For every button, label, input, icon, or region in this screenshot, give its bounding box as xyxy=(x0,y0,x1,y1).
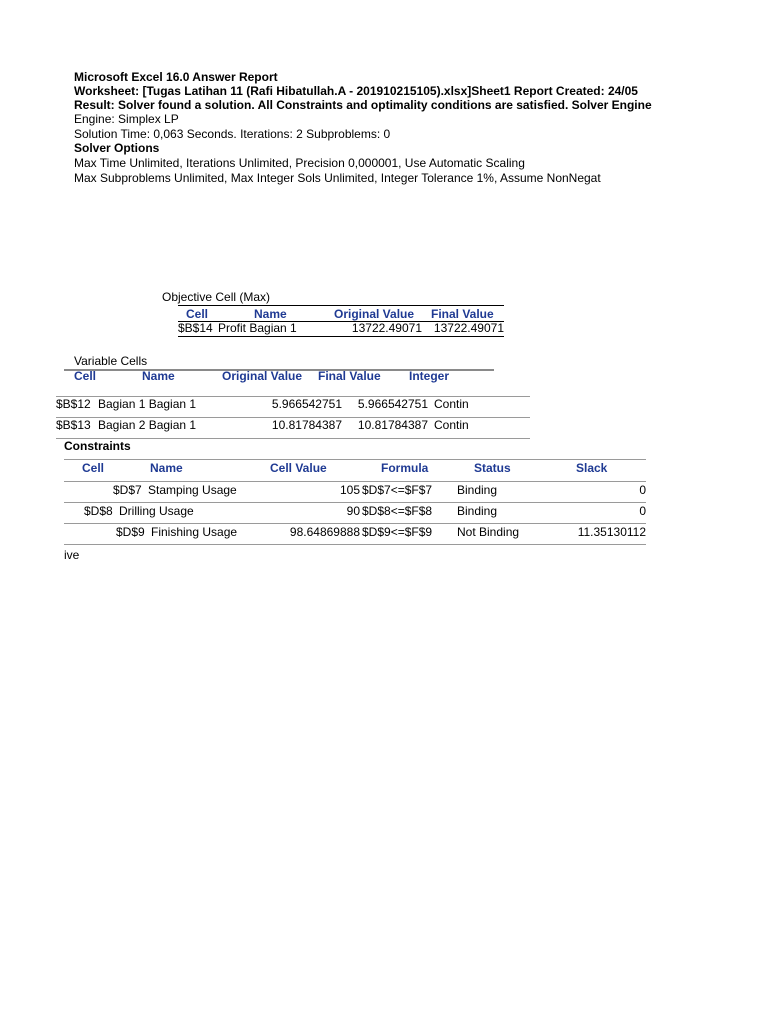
constraints-header-status: Status xyxy=(474,461,511,475)
constraints-row-3-cell: $D$9 xyxy=(116,525,145,539)
objective-row-name: Profit Bagian 1 xyxy=(218,321,297,335)
constraints-header-name: Name xyxy=(150,461,183,475)
variables-row-2-final: 10.81784387 xyxy=(357,418,428,432)
constraints-header-formula: Formula xyxy=(381,461,429,475)
constraints-row-3-top-rule xyxy=(64,523,646,524)
objective-header-name: Name xyxy=(254,307,287,321)
constraints-row-3-value: 98.64869888 xyxy=(289,525,360,539)
variables-section-title: Variable Cells xyxy=(74,354,148,368)
solver-options-line-2: Max Subproblems Unlimited, Max Integer Sols Unlimited, Integer Tolerance 1%, Assume NonNegat xyxy=(74,171,601,185)
objective-header-top-rule xyxy=(178,305,504,306)
constraints-row-2-name: Drilling Usage xyxy=(119,504,194,518)
constraints-row-3-name: Finishing Usage xyxy=(151,525,238,539)
constraints-row-2-value: 90 xyxy=(346,504,360,518)
variables-row-1-original: 5.966542751 xyxy=(271,397,342,411)
objective-row-bottom-rule xyxy=(178,336,504,337)
objective-header-original-value: Original Value xyxy=(334,307,415,321)
options-overflow-text: ive xyxy=(64,548,80,562)
variables-row-2-integer: Contin xyxy=(434,418,469,432)
variables-header-cell: Cell xyxy=(74,369,97,383)
objective-header-cell: Cell xyxy=(186,307,209,321)
constraints-row-3-formula: $D$9<=$F$9 xyxy=(362,525,433,539)
variables-header-rule xyxy=(64,369,494,371)
constraints-row-2-status: Binding xyxy=(457,504,498,518)
constraints-row-2-slack: 0 xyxy=(639,504,646,518)
solver-options-heading: Solver Options xyxy=(74,141,160,155)
constraints-row-1-status: Binding xyxy=(457,483,498,497)
variables-row-1-integer: Contin xyxy=(434,397,469,411)
constraints-row-2-formula: $D$8<=$F$8 xyxy=(362,504,433,518)
variables-row-1-name: Bagian 1 Bagian 1 xyxy=(98,397,197,411)
constraints-row-3-status: Not Binding xyxy=(457,525,520,539)
constraints-row-3-bottom-rule xyxy=(64,544,646,545)
report-engine: Engine: Simplex LP xyxy=(74,112,179,126)
variables-row-2-cell: $B$13 xyxy=(56,418,91,432)
objective-row-final: 13722.49071 xyxy=(433,321,504,335)
constraints-header-cell: Cell xyxy=(82,461,105,475)
objective-row-cell: $B$14 xyxy=(178,321,213,335)
objective-header-final-value: Final Value xyxy=(431,307,494,321)
constraints-header-top-rule xyxy=(64,459,646,460)
constraints-row-1-top-rule xyxy=(64,481,646,482)
constraints-header-cell-value: Cell Value xyxy=(270,461,327,475)
variables-header-name: Name xyxy=(142,369,175,383)
variables-row-1-final: 5.966542751 xyxy=(357,397,428,411)
constraints-row-1-cell: $D$7 xyxy=(113,483,142,497)
report-solution-time: Solution Time: 0,063 Seconds. Iterations: 2 Subproblems: 0 xyxy=(74,127,391,141)
report-result: Result: Solver found a solution. All Constraints and optimality conditions are satisfied. Solver Engine xyxy=(74,98,652,112)
constraints-row-2-top-rule xyxy=(64,502,646,503)
solver-options-line-1: Max Time Unlimited, Iterations Unlimited, Precision 0,000001, Use Automatic Scaling xyxy=(74,156,525,170)
variables-row-2-original: 10.81784387 xyxy=(271,418,342,432)
variables-header-final-value: Final Value xyxy=(318,369,381,383)
constraints-header-slack: Slack xyxy=(576,461,608,475)
objective-row-original: 13722.49071 xyxy=(351,321,422,335)
constraints-row-1-slack: 0 xyxy=(639,483,646,497)
variables-row-2-name: Bagian 2 Bagian 1 xyxy=(98,418,197,432)
report-title: Microsoft Excel 16.0 Answer Report xyxy=(74,70,278,84)
objective-section-title: Objective Cell (Max) xyxy=(162,290,271,304)
report-worksheet: Worksheet: [Tugas Latihan 11 (Rafi Hibatullah.A - 201910215105).xlsx]Sheet1 Report Created: 24/05 xyxy=(74,84,638,98)
variables-header-original-value: Original Value xyxy=(222,369,303,383)
constraints-row-1-name: Stamping Usage xyxy=(148,483,237,497)
constraints-row-1-value: 105 xyxy=(339,483,360,497)
constraints-row-2-cell: $D$8 xyxy=(84,504,113,518)
constraints-row-3-slack: 11.35130112 xyxy=(577,525,646,539)
variables-header-integer: Integer xyxy=(409,369,450,383)
constraints-row-1-formula: $D$7<=$F$7 xyxy=(362,483,433,497)
variables-row-1-cell: $B$12 xyxy=(56,397,91,411)
constraints-section-title: Constraints xyxy=(64,439,131,453)
